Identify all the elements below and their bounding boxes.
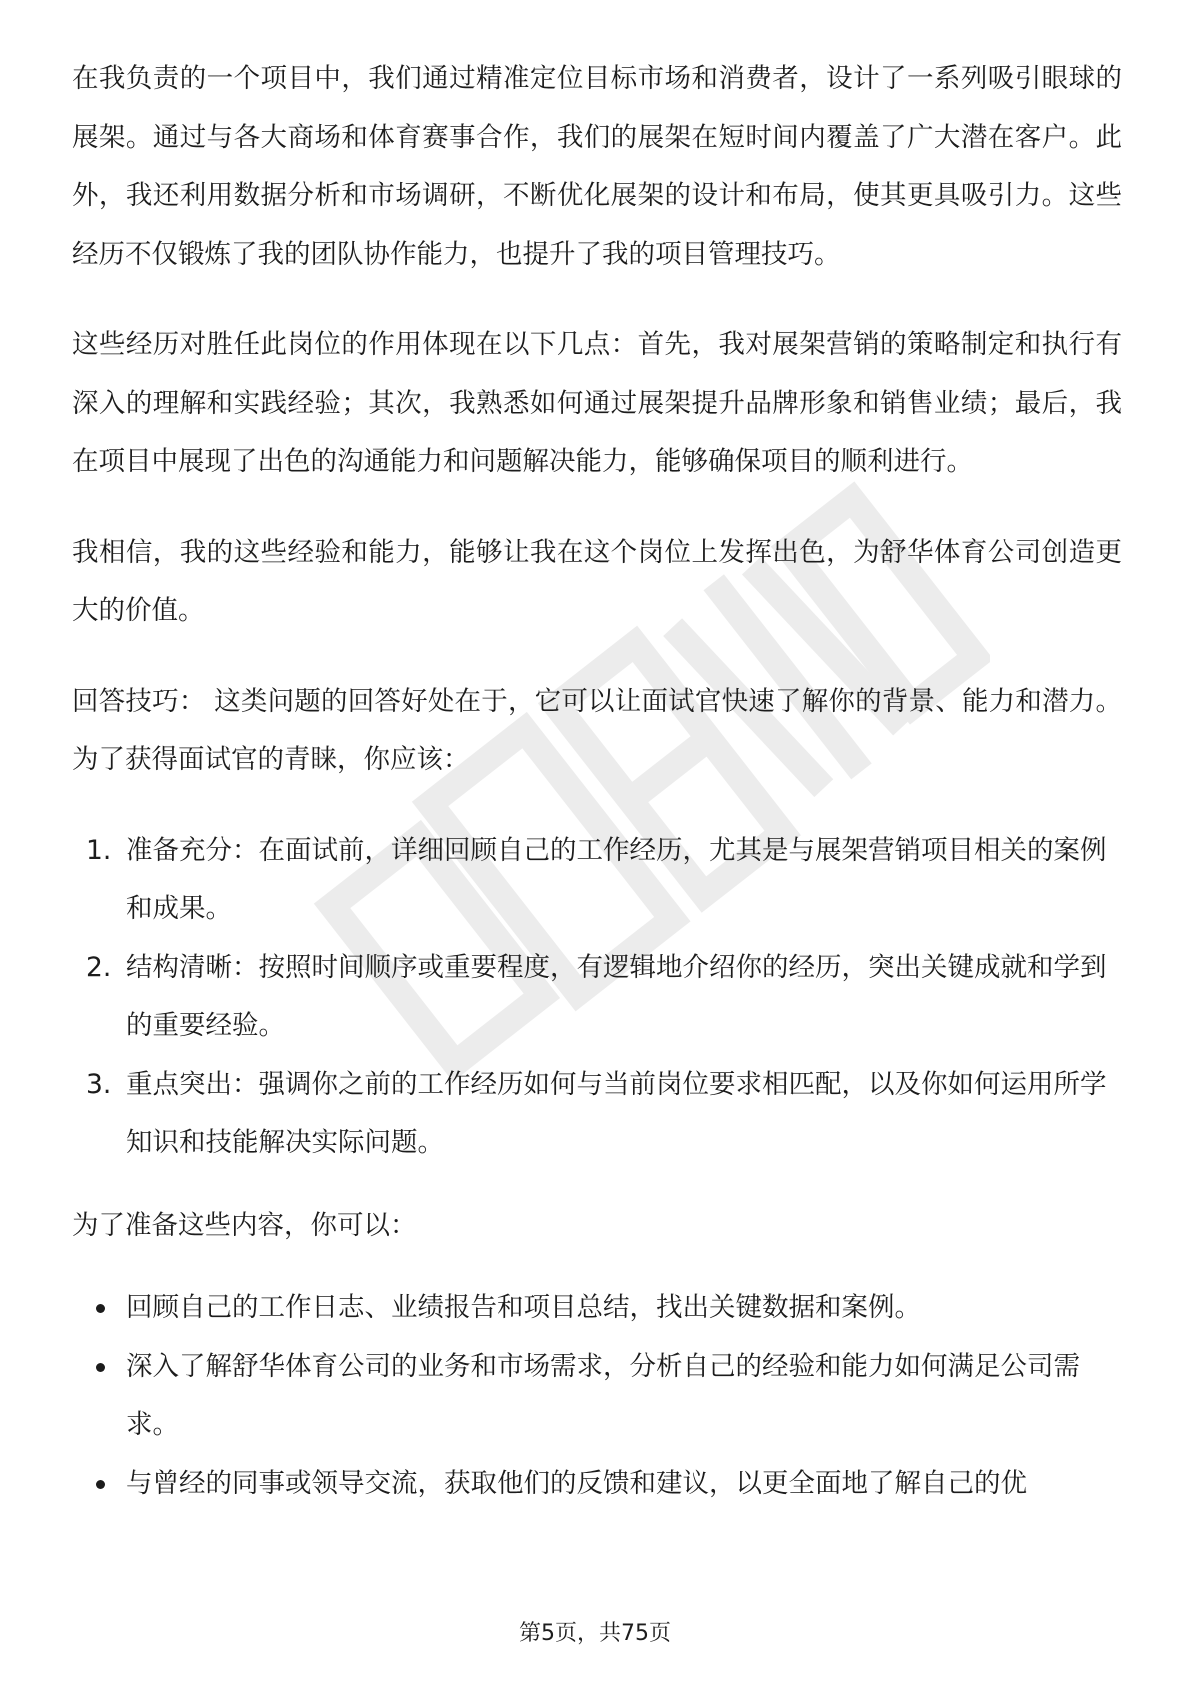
list-item	[72, 1279, 1122, 1338]
list-item	[72, 939, 1122, 1056]
prep-bullet-list	[72, 1279, 1122, 1513]
list-item-text: 回顾自己的工作日志、业绩报告和项目总结，找出关键数据和案例。	[126, 1292, 921, 1323]
list-item	[72, 1455, 1122, 1514]
list-item	[72, 822, 1122, 939]
list-item-text: 与曾经的同事或领导交流，获取他们的反馈和建议，以更全面地了解自己的优	[126, 1467, 1027, 1499]
list-item-text: 深入了解舒华体育公司的业务和市场需求，分析自己的经验和能力如何满足公司需求。	[126, 1350, 1080, 1440]
list-item-text: 重点突出：强调你之前的工作经历如何与当前岗位要求相匹配，以及你如何运用所学知识和技能解决实际问题。	[126, 1068, 1107, 1158]
bullet-icon	[96, 1480, 105, 1489]
list-number: 1.	[86, 834, 112, 866]
paragraph-answer-tips: 回答技巧： 这类问题的回答好处在于，它可以让面试官快速了解你的背景、能力和潜力。为了获得面试官的青睐，你应该：	[72, 685, 1122, 775]
paragraph-confidence: 我相信，我的这些经验和能力，能够让我在这个岗位上发挥出色，为舒华体育公司创造更大的价值。	[72, 536, 1122, 626]
bullet-icon	[96, 1363, 105, 1372]
document-body	[72, 50, 1122, 1513]
bullet-icon	[96, 1304, 105, 1313]
list-item-text: 结构清晰：按照时间顺序或重要程度，有逻辑地介绍你的经历，突出关键成就和学到的重要经验。	[126, 951, 1107, 1041]
list-item	[72, 1056, 1122, 1173]
list-number: 3.	[86, 1068, 112, 1100]
paragraph-role-fit: 这些经历对胜任此岗位的作用体现在以下几点：首先，我对展架营销的策略制定和执行有深入的理解和实践经验；其次，我熟悉如何通过展架提升品牌形象和销售业绩；最后，我在项目中展现了出色的沟通能力和问题解决能力，能够确保项目的顺利进行。	[72, 329, 1122, 477]
list-item	[72, 1338, 1122, 1455]
list-number: 2.	[86, 951, 112, 983]
paragraph-prep-intro: 为了准备这些内容，你可以：	[72, 1209, 417, 1241]
tips-numbered-list	[72, 822, 1122, 1173]
paragraph-project-experience: 在我负责的一个项目中，我们通过精准定位目标市场和消费者，设计了一系列吸引眼球的展架。通过与各大商场和体育赛事合作，我们的展架在短时间内覆盖了广大潜在客户。此外，我还利用数据分析和市场调研，不断优化展架的设计和布局，使其更具吸引力。这些经历不仅锻炼了我的团队协作能力，也提升了我的项目管理技巧。	[72, 63, 1122, 270]
page-number: 第5页，共75页	[519, 1621, 671, 1646]
list-item-text: 准备充分：在面试前，详细回顾自己的工作经历，尤其是与展架营销项目相关的案例和成果。	[126, 834, 1107, 924]
